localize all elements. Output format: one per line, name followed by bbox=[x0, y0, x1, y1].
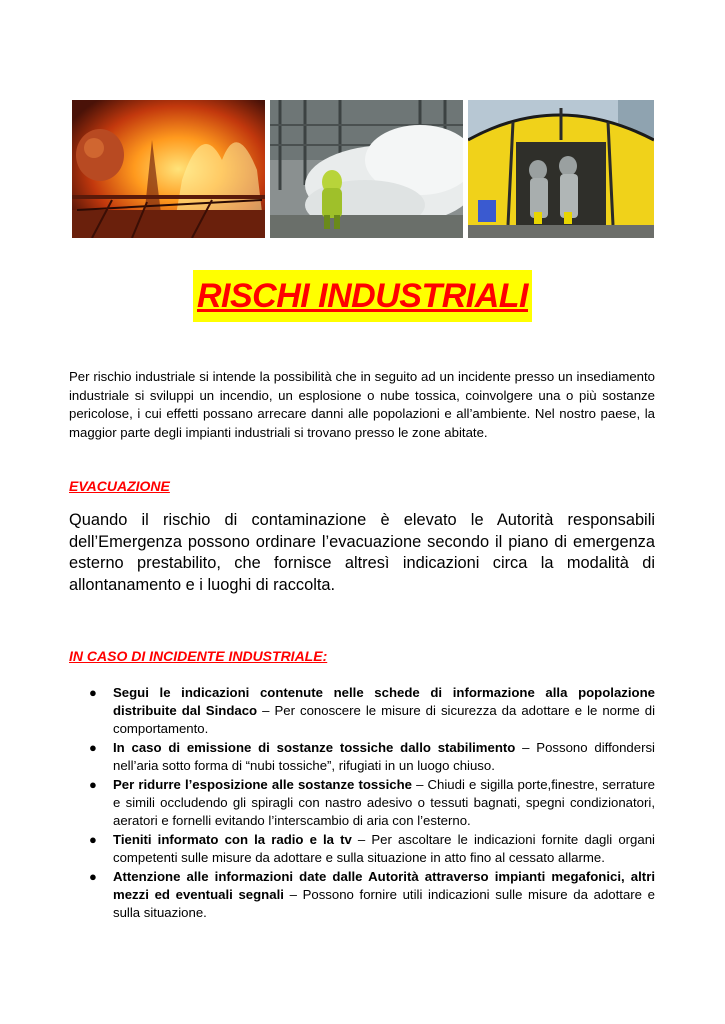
incident-heading: IN CASO DI INCIDENTE INDUSTRIALE: bbox=[69, 648, 328, 664]
bullet-icon: ● bbox=[89, 777, 97, 793]
evacuation-heading: EVACUAZIONE bbox=[69, 478, 170, 494]
bullet-icon: ● bbox=[89, 832, 97, 848]
item-bold: In caso di emissione di sostanze tossiche dallo stabilimento bbox=[113, 740, 516, 756]
title-container bbox=[0, 270, 725, 322]
photo-strip bbox=[72, 100, 654, 238]
item-text: – Possono diffondersi nell’aria sotto forma di “nubi tossiche”, rifugiati in un luogo chiuso. bbox=[113, 740, 655, 774]
item-text: – Per ascoltare le indicazioni fornite dagli organi competenti sulle misure da adottare e sulla situazione in atto fino al cessato allarme. bbox=[113, 832, 655, 866]
list-item bbox=[0, 776, 655, 831]
list-item bbox=[0, 868, 655, 923]
item-text: – Per conoscere le misure di sicurezza da adottare e le norme di comportamento. bbox=[113, 703, 655, 737]
item-bold: Segui le indicazioni contenute nelle schede di informazione alla popolazione distribuite dal Sindaco bbox=[113, 685, 655, 719]
list-item bbox=[0, 831, 655, 867]
bullet-icon: ● bbox=[89, 685, 97, 700]
list-item bbox=[0, 684, 655, 739]
bullet-icon: ● bbox=[89, 869, 97, 885]
page-title: RISCHI INDUSTRIALI bbox=[193, 270, 532, 322]
intro-paragraph: Per rischio industriale si intende la possibilità che in seguito ad un incidente presso un insediamento industriale si sviluppi un incendio, un esplosione o nube tossica, coinvolgere una o più sostanze pericolose, i cui effetti possano arrecare danni alle popolazioni e all’ambiente. Nel nostro paese, la maggior parte degli impianti industriali si trovano presso le zone abitate. bbox=[69, 369, 655, 440]
item-text: – Chiudi e sigilla porte,finestre, serrature e simili occludendo gli spiragli con nastro adesivo o tessuti bagnati, spegni condizionatori, aeratori e fornelli evitando l’interscambio di aria con l’esterno. bbox=[113, 777, 655, 829]
hazmat-spray-photo bbox=[270, 100, 463, 238]
fire-plant-photo bbox=[72, 100, 265, 238]
item-bold: Tieniti informato con la radio e la tv bbox=[113, 832, 352, 848]
bullet-icon: ● bbox=[89, 740, 97, 756]
decontamination-tent-photo bbox=[468, 100, 654, 238]
incident-list bbox=[0, 684, 655, 923]
item-bold: Per ridurre l’esposizione alle sostanze tossiche bbox=[113, 777, 412, 793]
evacuation-paragraph: Quando il rischio di contaminazione è elevato le Autorità responsabili dell’Emergenza possono ordinare l’evacuazione secondo il piano di emergenza esterno prestabilito, che fornisce altresì indicazioni circa la modalità di allontanamento e i luoghi di raccolta. bbox=[69, 511, 655, 594]
list-item bbox=[0, 739, 655, 775]
item-bold: Attenzione alle informazioni date dalle Autorità attraverso impianti megafonici, altri mezzi ed eventuali segnali bbox=[113, 869, 655, 903]
item-text: – Possono fornire utili indicazioni sulle misure da adottare e sulla situazione. bbox=[113, 887, 656, 921]
